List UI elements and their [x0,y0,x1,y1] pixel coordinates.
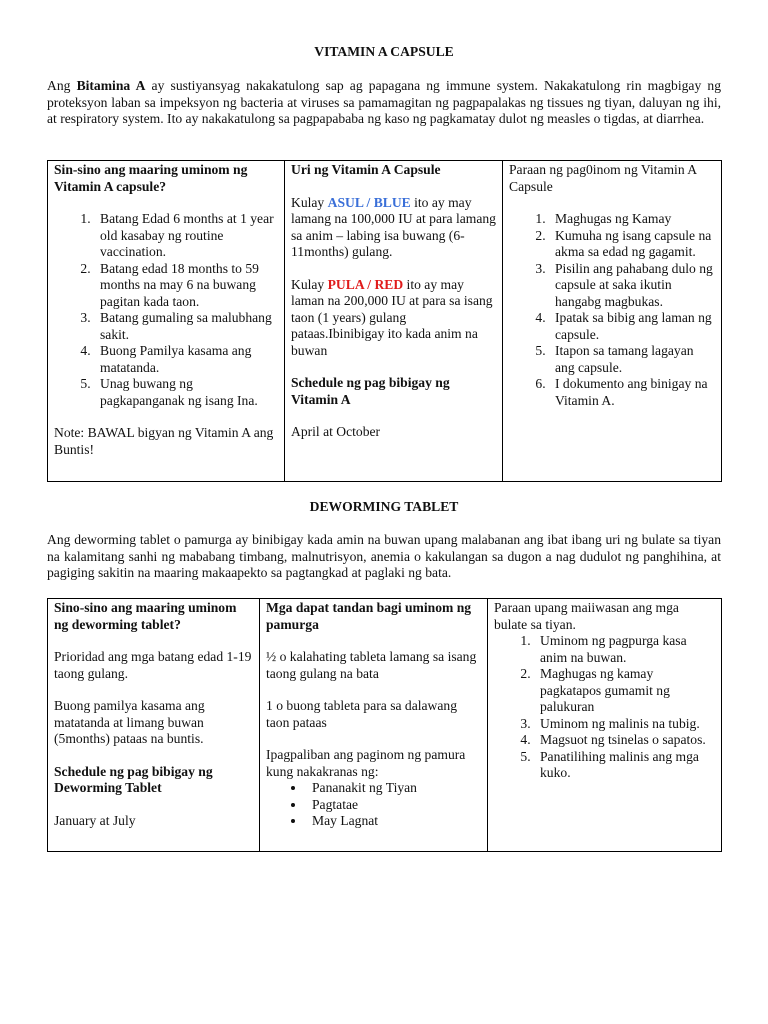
deworming-table [47,598,722,852]
schedule-value: April at October [291,424,381,439]
col-heading: Paraan upang maiiwasan ang mga bulate sa tiyan. [494,600,679,632]
red-label: PULA / RED [327,276,404,292]
list-item: 2. Kumuha ng isang capsule na akma sa edad ng gagamit. [549,228,715,261]
intro-prefix: Ang [47,78,77,93]
vitamin-a-table [47,160,722,482]
list-item: 3. Pisilin ang pahabang dulo ng capsule at saka ikutin hangabg magbukas. [549,261,715,311]
list-item: 5. Itapon sa tamang lagayan ang capsule. [549,343,715,376]
intro-bold-term: Bitamina A [76,78,146,93]
schedule-heading: Schedule ng pag bibigay ng Deworming Tablet [54,763,213,795]
deworming-col-reminders [260,599,488,852]
vitamin-a-title: VITAMIN A CAPSULE [314,44,454,59]
blue-prefix: Kulay [291,194,328,210]
red-description: ito ay may laman na 200,000 IU at para sa isang taon (1 years) gulang pataas.Ibinibigay ito kada anim na buwan [291,276,493,358]
table-row [48,161,722,482]
list-item: 2. Batang edad 18 months to 59 months na may 6 na buwang pagitan kada taon. [94,261,278,311]
steps-list [509,211,715,409]
deworming-intro: Ang deworming tablet o pamurga ay binibigay kada amin na buwan upang malabanan ang ibat ibang uri ng bulate sa tiyan na kalamitang sanhi ng mababang timbang, malnutrisyon, anemia o kakulangan sa dugon a nag dudulot ng panghihina, at pagiging sakitin na maaring makaapekto sa pagtangkad at paglaki ng bata. [47,532,721,580]
schedule-value: January at July [54,812,136,828]
list-item: 6. I dokumento ang binigay na Vitamin A. [549,376,715,409]
half-tablet-text: ½ o kalahating tableta lamang sa isang taong gulang na bata [266,649,477,681]
priority-text: Prioridad ang mga batang edad 1-19 taong gulang. [54,649,252,681]
col-heading: Mga dapat tandan bagi uminom ng pamurga [266,600,472,632]
intro-rest: ay sustiyansyag nakakatulong sap ag papagana ng immune system. Nakakatulong rin magbigay ng proteksyon laban sa impeksyon ng bacteria at viruses sa pamamagitan ng pagpapalakas ng tissues ng tiyan, daluyan ng ihi, at respiratory system. Ito ay nakakatulong sa pagpapababa ng kaso ng pagkamatay dulot ng measles o tigdas, at diarrhea. [47,78,721,126]
deworming-col-who [48,599,260,852]
red-capsule-text [291,277,496,360]
list-item: • Pagtatae [306,797,481,814]
col-heading: Uri ng Vitamin A Capsule [291,162,441,177]
whole-tablet-text: 1 o buong tableta para sa dalawang taon pataas [266,698,457,730]
schedule-heading: Schedule ng pag bibigay ng Vitamin A [291,375,450,407]
vitamin-a-col-who [48,161,285,482]
list-item: • Pananakit ng Tiyan [306,780,481,797]
blue-label: ASUL / BLUE [327,194,411,210]
col-heading: Sino-sino ang maaring uminom ng deworming tablet? [54,600,237,632]
list-item: 1. Maghugas ng Kamay [549,211,715,228]
list-item: 4. Buong Pamilya kasama ang matatanda. [94,343,278,376]
note: Note: BAWAL bigyan ng Vitamin A ang Buntis! [54,425,274,457]
symptoms-list [266,780,481,830]
list-item: • May Lagnat [306,813,481,830]
table-row [48,599,722,852]
list-item: 5. Unag buwang ng pagkapanganak ng isang Ina. [94,376,278,409]
postpone-text: Ipagpaliban ang paginom ng pamura kung nakakranas ng: [266,747,466,779]
vitamin-a-intro [47,78,721,128]
prevention-list [494,633,715,782]
deworming-col-prevention [488,599,722,852]
list-item: 2. Maghugas ng kamay pagkatapos gumamit ng palukuran [534,666,715,716]
red-prefix: Kulay [291,276,328,292]
blue-capsule-text [291,195,496,261]
family-text: Buong pamilya kasama ang matatanda at limang buwan (5months) pataas na buntis. [54,698,205,746]
col-heading: Sin-sino ang maaring uminom ng Vitamin A capsule? [54,162,248,194]
list-item: 5. Panatilihing malinis ang mga kuko. [534,749,715,782]
list-item: 1. Uminom ng pagpurga kasa anim na buwan. [534,633,715,666]
eligible-list [54,211,278,409]
vitamin-a-col-types [285,161,503,482]
list-item: 3. Batang gumaling sa malubhang sakit. [94,310,278,343]
vitamin-a-col-steps [503,161,722,482]
deworming-title: DEWORMING TABLET [309,499,459,514]
list-item: 4. Magsuot ng tsinelas o sapatos. [534,732,715,749]
list-item: 3. Uminom ng malinis na tubig. [534,716,715,733]
col-heading: Paraan ng pag0inom ng Vitamin A Capsule [509,162,697,194]
list-item: 1. Batang Edad 6 months at 1 year old kasabay ng routine vaccination. [94,211,278,261]
blue-description: ito ay may lamang na 100,000 IU at para lamang sa anim – labing isa buwang (6-11months) gulang. [291,194,496,259]
list-item: 4. Ipatak sa bibig ang laman ng capsule. [549,310,715,343]
